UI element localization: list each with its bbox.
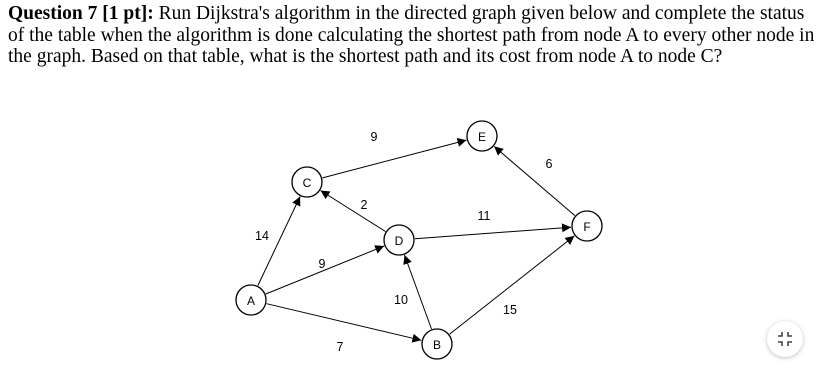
edge-weight-d-c: 2	[360, 198, 368, 212]
edge-b-d	[405, 255, 432, 329]
edge-f-e	[494, 146, 575, 215]
edge-weight-b-f: 15	[503, 303, 517, 317]
edge-c-e	[323, 140, 467, 178]
node-a	[236, 285, 266, 315]
edge-d-f	[415, 227, 571, 239]
node-label: E	[477, 130, 487, 144]
node-label: B	[432, 338, 442, 352]
node-label: D	[394, 234, 404, 248]
question-body: Run Dijkstra's algorithm in the directed graph given below and complete the status of the table when the algorithm is done calculating the shortest path from node A to every other node in the graph. Based on that table, what is the shortest path and its cost from node A to node C?	[8, 3, 815, 67]
edge-weight-b-d: 10	[394, 293, 408, 307]
question-heading: Question 7 [1 pt]:	[8, 3, 154, 24]
edge-b-f	[450, 236, 575, 334]
node-e	[467, 121, 497, 151]
edge-weight-d-f: 11	[477, 209, 491, 223]
edge-weight-c-e: 9	[370, 130, 378, 144]
edge-d-c	[321, 191, 386, 232]
edge-a-b	[267, 304, 422, 341]
expand-button[interactable]	[767, 321, 803, 357]
node-c	[292, 167, 322, 197]
node-d	[384, 225, 414, 255]
node-label: F	[583, 220, 591, 234]
node-b	[422, 329, 452, 359]
edge-weight-a-c: 14	[255, 229, 269, 243]
node-label: A	[246, 294, 256, 308]
expand-arrows-icon	[777, 331, 793, 347]
node-label: C	[302, 176, 312, 190]
edge-weight-f-e: 6	[545, 157, 553, 171]
node-f	[572, 211, 602, 241]
edge-weight-a-b: 7	[336, 340, 344, 354]
edge-weight-a-d: 9	[318, 257, 326, 271]
